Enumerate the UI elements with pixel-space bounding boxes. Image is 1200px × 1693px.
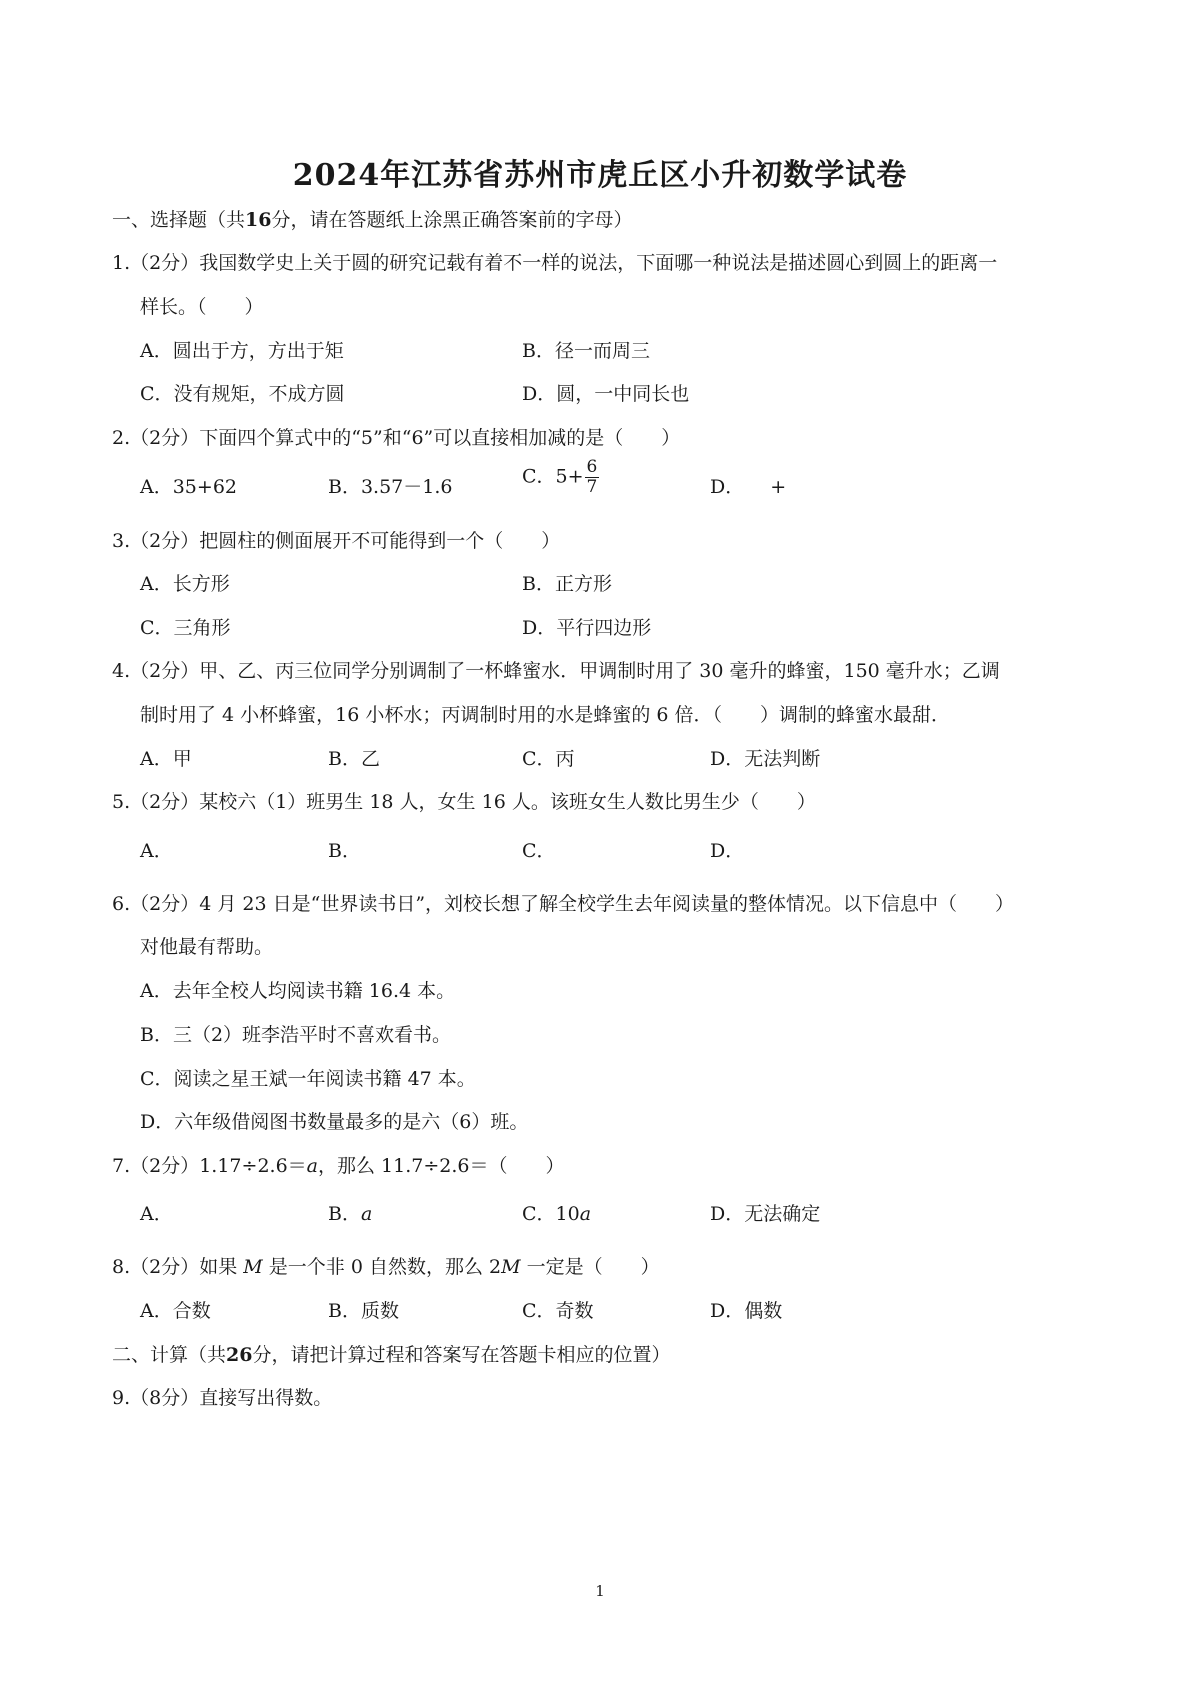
q7-stem-post: ，那么 11.7÷2.6＝（ ） xyxy=(318,1155,565,1177)
q9-stem: 9.（8分）直接写出得数。 xyxy=(112,1387,333,1409)
section-1-heading xyxy=(112,205,632,232)
q8-stem-post: 一定是（ ） xyxy=(520,1256,660,1278)
q7-option-b xyxy=(328,1199,372,1226)
q4-option-c: C．丙 xyxy=(522,748,575,770)
fraction-denominator: 7 xyxy=(586,477,598,497)
q3-stem: 3.（2分）把圆柱的侧面展开不可能得到一个（ ） xyxy=(112,530,561,552)
q6-stem-line2: 对他最有帮助。 xyxy=(140,936,274,958)
q7-stem xyxy=(112,1151,564,1178)
q5-option-b: B． xyxy=(328,840,361,862)
q2-option-b: B．3.57－1.6 xyxy=(328,476,453,498)
q2-option-c-fraction xyxy=(585,459,600,496)
q6-option-d: D．六年级借阅图书数量最多的是六（6）班。 xyxy=(140,1111,529,1133)
q7-option-b-label: B． xyxy=(328,1203,361,1225)
q7-option-c-var: a xyxy=(579,1203,592,1225)
section-1-suffix: 分，请在答题纸上涂黑正确答案前的字母） xyxy=(271,209,633,231)
q1-option-c: C．没有规矩，不成方圆 xyxy=(140,383,345,405)
q6-option-b: B．三（2）班李浩平时不喜欢看书。 xyxy=(140,1024,452,1046)
q5-option-a: A． xyxy=(140,840,173,862)
q7-option-a: A． xyxy=(140,1203,173,1225)
q8-option-d: D．偶数 xyxy=(710,1300,783,1322)
q7-option-d: D．无法确定 xyxy=(710,1203,821,1225)
q8-option-c: C．奇数 xyxy=(522,1300,594,1322)
section-2-heading xyxy=(112,1340,670,1367)
q8-option-b: B．质数 xyxy=(328,1300,399,1322)
exam-title: 2024年江苏省苏州市虎丘区小升初数学试卷 xyxy=(292,158,908,193)
q1-stem-line1: 1.（2分）我国数学史上关于圆的研究记载有着不一样的说法，下面哪一种说法是描述圆心到圆上的距离一 xyxy=(112,252,998,274)
q6-stem-line1: 6.（2分）4 月 23 日是“世界读书日”，刘校长想了解全校学生去年阅读量的整体情况。以下信息中（ ） xyxy=(112,893,1015,915)
q6-option-a: A．去年全校人均阅读书籍 16.4 本。 xyxy=(140,980,456,1002)
q8-stem-var1: M xyxy=(243,1256,263,1278)
q1-option-b: B．径一而周三 xyxy=(522,340,650,362)
q4-option-a: A．甲 xyxy=(140,748,192,770)
q7-option-c-label: C．10 xyxy=(522,1203,580,1225)
q1-option-a: A．圆出于方，方出于矩 xyxy=(140,340,344,362)
q2-option-a: A．35+62 xyxy=(140,476,237,498)
q5-option-c: C． xyxy=(522,840,556,862)
q7-option-c xyxy=(522,1199,591,1226)
q5-option-d: D． xyxy=(710,840,745,862)
q1-stem-line2: 样长。（ ） xyxy=(140,296,264,318)
q2-option-d-label: D． xyxy=(710,476,745,498)
q4-option-b: B．乙 xyxy=(328,748,380,770)
q4-stem-line2: 制时用了 4 小杯蜂蜜，16 小杯水；丙调制时用的水是蜂蜜的 6 倍．（ ）调制的蜂蜜水最甜． xyxy=(140,704,951,726)
q4-stem-line1: 4.（2分）甲、乙、丙三位同学分别调制了一杯蜂蜜水．甲调制时用了 30 毫升的蜂蜜，150 毫升水；乙调 xyxy=(112,660,1000,682)
q7-option-b-var: a xyxy=(360,1203,373,1225)
q2-option-d-plus: + xyxy=(770,476,787,498)
q3-option-c: C．三角形 xyxy=(140,617,231,639)
section-1-prefix: 一、选择题（共 xyxy=(112,209,246,231)
q7-stem-var: a xyxy=(306,1155,318,1177)
section-1-points: 16 xyxy=(245,209,272,231)
q8-stem xyxy=(112,1252,660,1279)
q2-stem: 2.（2分）下面四个算式中的“5”和“6”可以直接相加减的是（ ） xyxy=(112,427,681,449)
q8-stem-pre: 8.（2分）如果 xyxy=(112,1256,244,1278)
section-2-suffix: 分，请把计算过程和答案写在答题卡相应的位置） xyxy=(252,1344,671,1366)
q1-option-d: D．圆，一中同长也 xyxy=(522,383,690,405)
q5-stem: 5.（2分）某校六（1）班男生 18 人，女生 16 人。该班女生人数比男生少（ ） xyxy=(112,791,816,813)
page-number: 1 xyxy=(595,1582,605,1600)
section-2-prefix: 二、计算（共 xyxy=(112,1344,227,1366)
q3-option-d: D．平行四边形 xyxy=(522,617,652,639)
fraction-numerator: 6 xyxy=(586,457,598,477)
q2-option-c-prefix: C．5+ xyxy=(522,465,584,488)
q3-option-b: B．正方形 xyxy=(522,573,612,595)
q7-stem-pre: 7.（2分）1.17÷2.6＝ xyxy=(112,1155,307,1177)
q8-stem-var2: M xyxy=(501,1256,521,1278)
q4-option-d: D．无法判断 xyxy=(710,748,821,770)
q2-option-d xyxy=(710,472,786,499)
q6-option-c: C．阅读之星王斌一年阅读书籍 47 本。 xyxy=(140,1068,476,1090)
q2-option-c xyxy=(522,459,599,496)
q8-option-a: A．合数 xyxy=(140,1300,211,1322)
q3-option-a: A．长方形 xyxy=(140,573,230,595)
section-2-points: 26 xyxy=(226,1344,253,1366)
q8-stem-mid: 是一个非 0 自然数，那么 2 xyxy=(262,1256,502,1278)
